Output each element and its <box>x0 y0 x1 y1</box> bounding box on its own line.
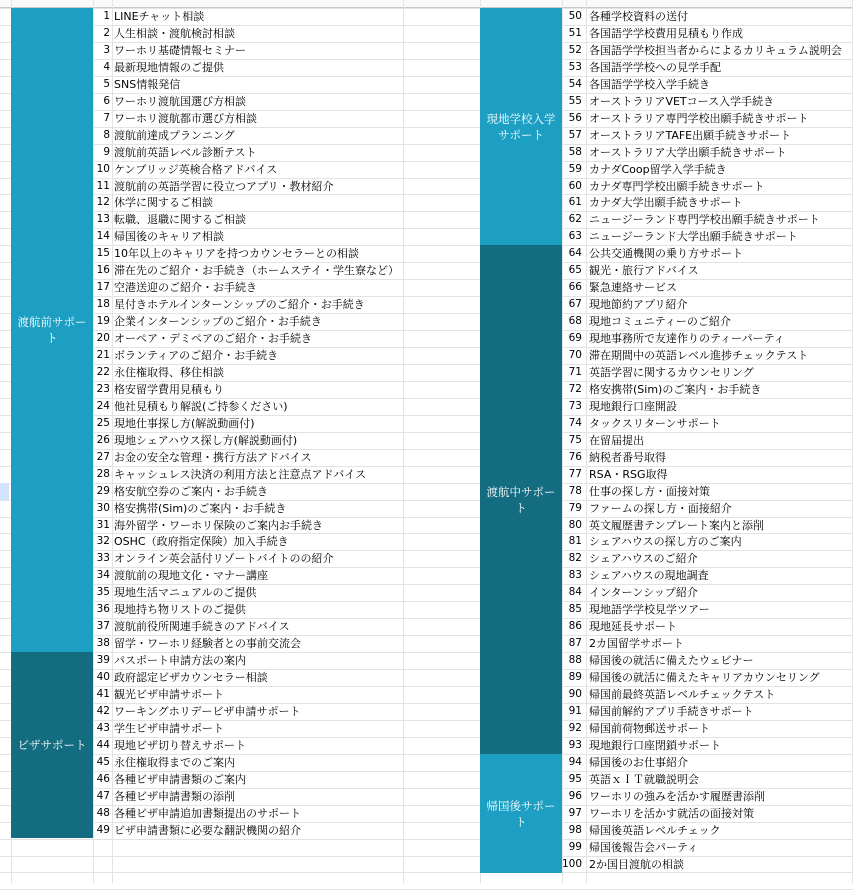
service-item-cell[interactable]: シェアハウスの現地調査 <box>589 569 709 582</box>
service-item-cell[interactable]: 公共交通機関の乗り方サポート <box>589 247 743 260</box>
row-number-cell[interactable]: 64 <box>568 247 582 259</box>
service-item-cell[interactable]: 各国語学学校費用見積もり作成 <box>589 27 743 40</box>
row-number-cell[interactable]: 41 <box>96 688 110 700</box>
service-item-cell[interactable]: 転職、退職に関するご相談 <box>114 213 246 226</box>
grid-column-line <box>112 0 113 883</box>
row-number-cell[interactable]: 28 <box>96 468 110 480</box>
service-item-cell[interactable]: 帰国前最終英語レベルチェックテスト <box>589 688 776 701</box>
service-item-cell[interactable]: ワーホリの強みを活かす履歴書添削 <box>589 790 765 803</box>
row-number-cell[interactable]: 31 <box>96 519 110 531</box>
service-item-cell[interactable]: 最新現地情報のご提供 <box>114 61 224 74</box>
service-item-cell[interactable]: 永住権取得、移住相談 <box>114 366 224 379</box>
service-item-cell[interactable]: ニュージーランド大学出願手続きサポート <box>589 230 798 243</box>
row-number-cell[interactable]: 34 <box>96 569 110 581</box>
service-item-cell[interactable]: 現地節約アプリ紹介 <box>589 298 688 311</box>
service-item-cell[interactable]: カナダCoop留学入学手続き <box>589 163 727 176</box>
row-number-cell[interactable]: 97 <box>568 807 582 819</box>
service-item-cell[interactable]: 現地持ち物リストのご提供 <box>114 603 246 616</box>
service-item-cell[interactable]: 現地生活マニュアルのご提供 <box>114 586 257 599</box>
row-number-cell[interactable]: 3 <box>103 44 110 56</box>
row-number-cell[interactable]: 94 <box>568 756 582 768</box>
service-item-cell[interactable]: ファームの探し方・面接紹介 <box>589 502 732 515</box>
service-item-cell[interactable]: 格安留学費用見積もり <box>114 383 224 396</box>
row-number-cell[interactable]: 18 <box>96 298 110 310</box>
row-number-cell[interactable]: 2 <box>103 27 110 39</box>
service-item-cell[interactable]: 観光ビザ申請サポート <box>114 688 224 701</box>
row-number-cell[interactable]: 96 <box>568 790 582 802</box>
service-item-cell[interactable]: 英文履歴書テンプレート案内と添削 <box>589 519 765 532</box>
service-item-cell[interactable]: 格安携帯(Sim)のご案内・お手続き <box>114 502 287 515</box>
row-number-cell[interactable]: 72 <box>568 383 582 395</box>
service-item-cell[interactable]: 現地事務所で友達作りのティーパーティ <box>589 332 785 345</box>
service-item-cell[interactable]: お金の安全な管理・携行方法アドバイス <box>114 451 312 464</box>
service-item-cell[interactable]: ワーキングホリデービザ申請サポート <box>114 705 301 718</box>
row-number-cell[interactable]: 88 <box>568 654 582 666</box>
service-item-cell[interactable]: ケンブリッジ英検合格アドバイス <box>114 163 278 176</box>
service-item-cell[interactable]: 帰国後のキャリア相談 <box>114 230 224 243</box>
row-number-cell[interactable]: 40 <box>96 671 110 683</box>
row-number-cell[interactable]: 77 <box>568 468 582 480</box>
row-number-cell[interactable]: 49 <box>96 824 110 836</box>
service-item-cell[interactable]: 休学に関するご相談 <box>114 196 213 209</box>
category-cell[interactable]: 帰国後サポート <box>480 754 562 873</box>
service-item-cell[interactable]: ワーホリを活かす就活の面接対策 <box>589 807 754 820</box>
row-number-cell[interactable]: 95 <box>568 773 582 785</box>
row-number-cell[interactable]: 35 <box>96 586 110 598</box>
row-number-cell[interactable]: 21 <box>96 349 110 361</box>
service-item-cell[interactable]: インターンシップ紹介 <box>589 586 698 599</box>
row-number-cell[interactable]: 54 <box>568 78 582 90</box>
row-number-cell[interactable]: 7 <box>103 112 110 124</box>
row-number-cell[interactable]: 20 <box>96 332 110 344</box>
category-cell[interactable]: 渡航前サポート <box>11 8 93 652</box>
row-number-cell[interactable]: 91 <box>568 705 582 717</box>
service-item-cell[interactable]: カナダ専門学校出願手続きサポート <box>589 180 765 193</box>
row-number-cell[interactable]: 75 <box>568 434 582 446</box>
service-item-cell[interactable]: 政府認定ビザカウンセラー相談 <box>114 671 268 684</box>
row-number-cell[interactable]: 51 <box>568 27 582 39</box>
row-number-cell[interactable]: 32 <box>96 535 110 547</box>
row-number-cell[interactable]: 42 <box>96 705 110 717</box>
service-item-cell[interactable]: 現地シェアハウス探し方(解説動画付) <box>114 434 298 447</box>
row-number-cell[interactable]: 14 <box>96 230 110 242</box>
service-item-cell[interactable]: 渡航前英語レベル診断テスト <box>114 146 257 159</box>
service-item-cell[interactable]: 緊急連絡サービス <box>589 281 677 294</box>
service-item-cell[interactable]: 滞在期間中の英語レベル進捗チェックテスト <box>589 349 809 362</box>
row-number-cell[interactable]: 37 <box>96 620 110 632</box>
row-number-cell[interactable]: 71 <box>568 366 582 378</box>
row-number-cell[interactable]: 50 <box>568 10 582 22</box>
service-item-cell[interactable]: 永住権取得までのご案内 <box>114 756 235 769</box>
service-item-cell[interactable]: 仕事の探し方・面接対策 <box>589 485 710 498</box>
row-number-cell[interactable]: 81 <box>568 535 582 547</box>
row-number-cell[interactable]: 67 <box>568 298 582 310</box>
row-number-cell[interactable]: 78 <box>568 485 582 497</box>
row-number-cell[interactable]: 29 <box>96 485 110 497</box>
service-item-cell[interactable]: シェアハウスのご紹介 <box>589 552 698 565</box>
row-number-cell[interactable]: 15 <box>96 247 110 259</box>
service-item-cell[interactable]: 帰国後のお仕事紹介 <box>589 756 688 769</box>
row-number-cell[interactable]: 4 <box>103 61 110 73</box>
row-number-cell[interactable]: 10 <box>96 163 110 175</box>
row-number-cell[interactable]: 44 <box>96 739 110 751</box>
row-number-cell[interactable]: 22 <box>96 366 110 378</box>
service-item-cell[interactable]: 格安携帯(Sim)のご案内・お手続き <box>589 383 762 396</box>
service-item-cell[interactable]: ワーホリ基礎情報セミナー <box>114 44 246 57</box>
row-number-cell[interactable]: 5 <box>103 78 110 90</box>
row-number-cell[interactable]: 17 <box>96 281 110 293</box>
row-number-cell[interactable]: 99 <box>568 841 582 853</box>
service-item-cell[interactable]: 現地銀行口座開設 <box>589 400 677 413</box>
service-item-cell[interactable]: 納税者番号取得 <box>589 451 666 464</box>
row-number-cell[interactable]: 89 <box>568 671 582 683</box>
row-number-cell[interactable]: 85 <box>568 603 582 615</box>
service-item-cell[interactable]: オーペア・デミペアのご紹介・お手続き <box>114 332 312 345</box>
row-number-cell[interactable]: 57 <box>568 129 582 141</box>
category-cell[interactable]: ビザサポート <box>11 652 93 838</box>
row-number-cell[interactable]: 76 <box>568 451 582 463</box>
row-number-cell[interactable]: 53 <box>568 61 582 73</box>
row-number-cell[interactable]: 45 <box>96 756 110 768</box>
service-item-cell[interactable]: 渡航前役所関連手続きのアドバイス <box>114 620 290 633</box>
row-number-cell[interactable]: 33 <box>96 552 110 564</box>
service-item-cell[interactable]: ワーホリ渡航国選び方相談 <box>114 95 246 108</box>
row-number-cell[interactable]: 52 <box>568 44 582 56</box>
service-item-cell[interactable]: 帰国後の就活に備えたキャリアカウンセリング <box>589 671 820 684</box>
service-item-cell[interactable]: 各国語学学校への見学手配 <box>589 61 721 74</box>
service-item-cell[interactable]: ニュージーランド専門学校出願手続きサポート <box>589 213 820 226</box>
service-item-cell[interactable]: 各国語学学校入学手続き <box>589 78 710 91</box>
row-number-cell[interactable]: 66 <box>568 281 582 293</box>
service-item-cell[interactable]: ワーホリ渡航都市選び方相談 <box>114 112 257 125</box>
service-item-cell[interactable]: 空港送迎のご紹介・お手続き <box>114 281 257 294</box>
row-number-cell[interactable]: 12 <box>96 196 110 208</box>
service-item-cell[interactable]: 各国語学学校担当者からによるカリキュラム説明会 <box>589 44 842 57</box>
row-number-cell[interactable]: 27 <box>96 451 110 463</box>
service-item-cell[interactable]: 各種ビザ申請書類の添削 <box>114 790 235 803</box>
service-item-cell[interactable]: OSHC（政府指定保険）加入手続き <box>114 535 289 548</box>
service-item-cell[interactable]: 現地語学学校見学ツアー <box>589 603 710 616</box>
service-item-cell[interactable]: 現地仕事探し方(解説動画付) <box>114 417 255 430</box>
row-number-cell[interactable]: 23 <box>96 383 110 395</box>
service-item-cell[interactable]: 帰国後の就活に備えたウェビナー <box>589 654 754 667</box>
row-number-cell[interactable]: 60 <box>568 180 582 192</box>
row-number-cell[interactable]: 65 <box>568 264 582 276</box>
row-number-cell[interactable]: 8 <box>103 129 110 141</box>
row-number-cell[interactable]: 100 <box>562 858 583 870</box>
service-item-cell[interactable]: 格安航空券のご案内・お手続き <box>114 485 268 498</box>
grid-column-line <box>403 0 404 883</box>
row-number-cell[interactable]: 70 <box>568 349 582 361</box>
service-item-cell[interactable]: 滞在先のご紹介・お手続き（ホームステイ・学生寮など） <box>114 264 400 277</box>
service-item-cell[interactable]: 帰国前解約アプリ手続きサポート <box>589 705 754 718</box>
service-item-cell[interactable]: 2カ国留学サポート <box>589 637 684 650</box>
service-item-cell[interactable]: LINEチャット相談 <box>114 10 205 23</box>
row-number-cell[interactable]: 84 <box>568 586 582 598</box>
service-item-cell[interactable]: ボランティアのご紹介・お手続き <box>114 349 279 362</box>
service-item-cell[interactable]: 各種ビザ申請書類のご案内 <box>114 773 246 786</box>
service-item-cell[interactable]: 帰国前荷物郵送サポート <box>589 722 710 735</box>
row-number-cell[interactable]: 55 <box>568 95 582 107</box>
row-number-cell[interactable]: 30 <box>96 502 110 514</box>
service-item-cell[interactable]: タックスリターンサポート <box>589 417 721 430</box>
service-item-cell[interactable]: 人生相談・渡航検討相談 <box>114 27 235 40</box>
service-item-cell[interactable]: 他社見積もり解説(ご持参ください) <box>114 400 288 413</box>
service-item-cell[interactable]: 英語学習に関するカウンセリング <box>589 366 754 379</box>
service-item-cell[interactable]: オンライン英会話付リゾートバイトのの紹介 <box>114 552 334 565</box>
row-number-cell[interactable]: 24 <box>96 400 110 412</box>
row-selection-marker <box>0 483 9 500</box>
row-number-cell[interactable]: 47 <box>96 790 110 802</box>
column-header-strip[interactable] <box>0 0 853 8</box>
row-number-cell[interactable]: 26 <box>96 434 110 446</box>
row-number-cell[interactable]: 93 <box>568 739 582 751</box>
service-item-cell[interactable]: 現地コミュニティーのご紹介 <box>589 315 731 328</box>
row-number-cell[interactable]: 43 <box>96 722 110 734</box>
row-number-cell[interactable]: 82 <box>568 552 582 564</box>
row-number-cell[interactable]: 86 <box>568 620 582 632</box>
row-number-cell[interactable]: 69 <box>568 332 582 344</box>
service-item-cell[interactable]: 海外留学・ワーホリ保険のご案内お手続き <box>114 519 323 532</box>
row-number-cell[interactable]: 87 <box>568 637 582 649</box>
service-item-cell[interactable]: 渡航前の現地文化・マナー講座 <box>114 569 268 582</box>
service-item-cell[interactable]: 帰国後英語レベルチェック <box>589 824 721 837</box>
service-item-cell[interactable]: 現地銀行口座閉鎖サポート <box>589 739 721 752</box>
service-item-cell[interactable]: 各種学校資料の送付 <box>589 10 688 23</box>
service-item-cell[interactable]: 渡航前達成プランニング <box>114 129 235 142</box>
service-item-cell[interactable]: 現地延長サポート <box>589 620 677 633</box>
row-number-cell[interactable]: 19 <box>96 315 110 327</box>
service-item-cell[interactable]: SNS情報発信 <box>114 78 181 91</box>
row-number-cell[interactable]: 68 <box>568 315 582 327</box>
row-number-cell[interactable]: 25 <box>96 417 110 429</box>
row-number-cell[interactable]: 6 <box>103 95 110 107</box>
row-number-cell[interactable]: 38 <box>96 637 110 649</box>
service-item-cell[interactable]: 10年以上のキャリアを持つカウンセラーとの相談 <box>114 247 359 260</box>
service-item-cell[interactable]: ビザ申請書類に必要な翻訳機関の紹介 <box>114 824 301 837</box>
row-number-cell[interactable]: 98 <box>568 824 582 836</box>
service-item-cell[interactable]: 観光・旅行アドバイス <box>589 264 699 277</box>
service-item-cell[interactable]: 現地ビザ切り替えサポート <box>114 739 246 752</box>
service-item-cell[interactable]: キャッシュレス決済の利用方法と注意点アドバイス <box>114 468 367 481</box>
row-number-cell[interactable]: 36 <box>96 603 110 615</box>
row-number-cell[interactable]: 73 <box>568 400 582 412</box>
service-item-cell[interactable]: 留学・ワーホリ経験者との事前交流会 <box>114 637 301 650</box>
row-number-cell[interactable]: 62 <box>568 213 582 225</box>
row-number-cell[interactable]: 56 <box>568 112 582 124</box>
row-number-cell[interactable]: 63 <box>568 230 582 242</box>
row-number-cell[interactable]: 92 <box>568 722 582 734</box>
row-number-cell[interactable]: 90 <box>568 688 582 700</box>
row-number-cell[interactable]: 79 <box>568 502 582 514</box>
service-item-cell[interactable]: オーストラリア専門学校出願手続きサポート <box>589 112 809 125</box>
row-number-cell[interactable]: 80 <box>568 519 582 531</box>
category-cell[interactable]: 現地学校入学 サポート <box>480 8 562 245</box>
row-number-cell[interactable]: 83 <box>568 569 582 581</box>
service-item-cell[interactable]: 在留届提出 <box>589 434 644 447</box>
row-number-cell[interactable]: 13 <box>96 213 110 225</box>
service-item-cell[interactable]: シェアハウスの探し方のご案内 <box>589 535 742 548</box>
service-item-cell[interactable]: 星付きホテルインターンシップのご紹介・お手続き <box>114 298 365 311</box>
row-number-cell[interactable]: 1 <box>103 10 110 22</box>
service-item-cell[interactable]: 帰国後報告会パーティ <box>589 841 699 854</box>
service-item-cell[interactable]: 学生ビザ申請サポート <box>114 722 224 735</box>
row-number-cell[interactable]: 16 <box>96 264 110 276</box>
service-item-cell[interactable]: パスポート申請方法の案内 <box>114 654 246 667</box>
service-item-cell[interactable]: 2か国目渡航の相談 <box>589 858 684 871</box>
row-number-cell[interactable]: 59 <box>568 163 582 175</box>
category-cell[interactable]: 渡航中サポート <box>480 245 562 754</box>
service-item-cell[interactable]: オーストラリア大学出願手続きサポート <box>589 146 787 159</box>
service-item-cell[interactable]: 渡航前の英語学習に役立つアプリ・教材紹介 <box>114 180 334 193</box>
row-number-cell[interactable]: 48 <box>96 807 110 819</box>
row-number-cell[interactable]: 61 <box>568 196 582 208</box>
service-item-cell[interactable]: オーストラリアVETコース入学手続き <box>589 95 775 108</box>
service-item-cell[interactable]: 各種ビザ申請追加書類提出のサポート <box>114 807 301 820</box>
row-number-cell[interactable]: 46 <box>96 773 110 785</box>
service-item-cell[interactable]: 企業インターンシップのご紹介・お手続き <box>114 315 322 328</box>
row-number-cell[interactable]: 74 <box>568 417 582 429</box>
row-number-cell[interactable]: 39 <box>96 654 110 666</box>
service-item-cell[interactable]: 英語ｘＩＴ就職説明会 <box>589 773 699 786</box>
row-number-cell[interactable]: 9 <box>103 146 110 158</box>
service-item-cell[interactable]: オーストラリアTAFE出願手続きサポート <box>589 129 792 142</box>
service-item-cell[interactable]: RSA・RSG取得 <box>589 468 668 481</box>
row-number-cell[interactable]: 11 <box>96 180 110 192</box>
row-number-cell[interactable]: 58 <box>568 146 582 158</box>
grid-column-line <box>586 0 587 883</box>
service-item-cell[interactable]: カナダ大学出願手続きサポート <box>589 196 743 209</box>
